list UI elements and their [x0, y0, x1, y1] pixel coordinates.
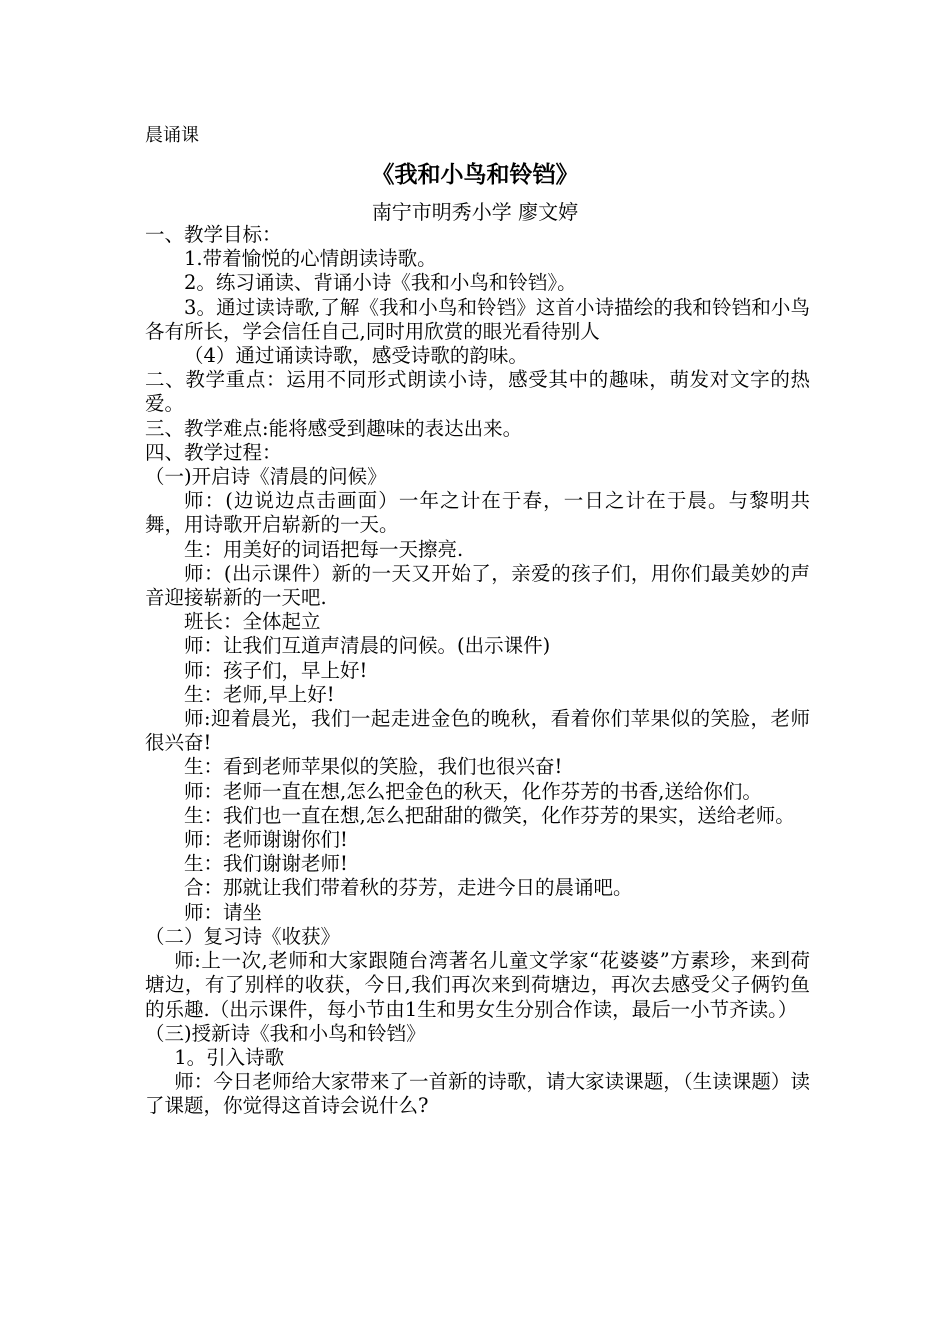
section-heading-focus: 二、教学重点：运用不同形式朗读小诗，感受其中的趣味，萌发对文字的热爱。 — [145, 368, 810, 416]
dialogue-line: 生：我们谢谢老师! — [184, 852, 348, 876]
dialogue-line: 师：老师一直在想,怎么把金色的秋天，化作芬芳的书香,送给你们。 — [184, 779, 762, 803]
author-line: 南宁市明秀小学 廖文婷 — [371, 200, 579, 224]
dialogue-line: 师：孩子们，早上好! — [184, 658, 368, 682]
dialogue-line: 师：今日老师给大家带来了一首新的诗歌，请大家读课题，（生读课题）读了课题，你觉得这首诗会说什么? — [145, 1070, 810, 1118]
step-heading: 1。引入诗歌 — [174, 1045, 285, 1069]
section-heading-difficulty: 三、教学难点:能将感受到趣味的表达出来。 — [145, 416, 523, 440]
dialogue-line: 师：老师谢谢你们! — [184, 828, 348, 852]
goal-item: （4）通过诵读诗歌，感受诗歌的韵味。 — [184, 344, 528, 368]
document-label: 晨诵课 — [145, 125, 199, 146]
document-body — [145, 223, 810, 1119]
dialogue-line: 生：看到老师苹果似的笑脸，我们也很兴奋! — [184, 755, 563, 779]
goal-item: 3。通过读诗歌,了解《我和小鸟和铃铛》这首小诗描绘的我和铃铛和小鸟各有所长，学会信任自己,同时用欣赏的眼光看待别人 — [145, 295, 810, 343]
dialogue-line: 师:迎着晨光，我们一起走进金色的晚秋，看着你们苹果似的笑脸，老师很兴奋! — [145, 707, 810, 755]
subsection-heading: （二）复习诗《收获》 — [145, 924, 341, 948]
dialogue-line: 合：那就让我们带着秋的芬芳，走进今日的晨诵吧。 — [184, 876, 633, 900]
subsection-heading: （三)授新诗《我和小鸟和铃铛》 — [145, 1021, 426, 1045]
dialogue-line: 师：让我们互道声清晨的问候。(出示课件) — [184, 634, 551, 658]
dialogue-line: 师：(出示课件）新的一天又开始了，亲爱的孩子们，用你们最美妙的声音迎接崭新的一天吧. — [145, 561, 810, 610]
dialogue-line: 师：请坐 — [184, 900, 263, 924]
page-title: 《我和小鸟和铃铛》 — [371, 161, 579, 188]
dialogue-line: 生：用美好的词语把每一天擦亮. — [184, 537, 464, 561]
dialogue-line: 师：(边说边点击画面）一年之计在于春，一日之计在于晨。与黎明共舞，用诗歌开启崭新的一天。 — [145, 489, 810, 537]
body-paragraph: 师:上一次,老师和大家跟随台湾著名儿童文学家“花婆婆”方素珍，来到荷塘边，有了别样的收获，今日,我们再次来到荷塘边，再次去感受父子俩钓鱼的乐趣.（出示课件，每小节由1生和男女生分别合作读，最后一小节齐读。） — [145, 949, 810, 1021]
section-heading-process: 四、教学过程： — [145, 440, 282, 464]
goal-item: 1.带着愉悦的心情朗读诗歌。 — [184, 247, 437, 271]
section-heading-goals: 一、教学目标： — [145, 223, 282, 246]
dialogue-line: 生：老师,早上好! — [184, 682, 335, 706]
dialogue-line: 生：我们也一直在想,怎么把甜甜的微笑，化作芬芳的果实，送给老师。 — [184, 803, 795, 827]
dialogue-line: 班长：全体起立 — [184, 610, 321, 634]
subsection-heading: （一)开启诗《清晨的问候》 — [145, 465, 387, 489]
goal-item: 2。练习诵读、背诵小诗《我和小鸟和铃铛》。 — [184, 271, 577, 295]
